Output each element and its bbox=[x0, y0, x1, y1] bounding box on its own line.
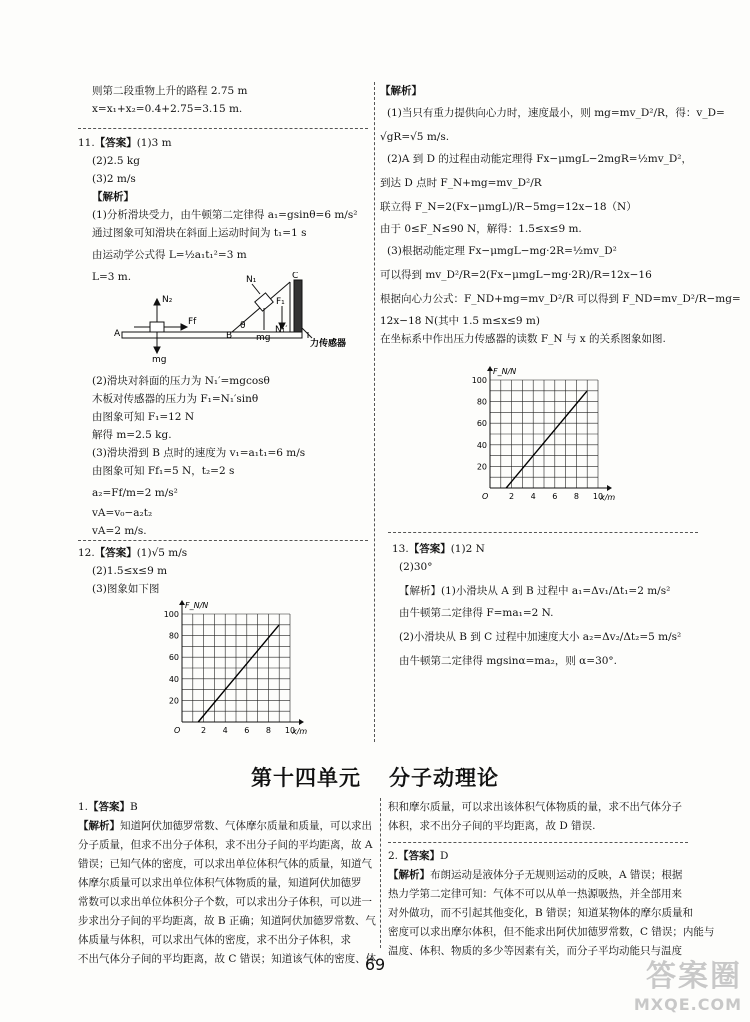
left-column bbox=[78, 82, 368, 118]
y-tick-label: 80 bbox=[476, 397, 487, 407]
divider bbox=[388, 842, 688, 843]
q1-line-8: 不出气体分子间的平均距离，故 C 错误；知道该气体的密度、体 bbox=[78, 953, 377, 965]
y-tick-label: 60 bbox=[168, 653, 179, 663]
right-step-6: 由于 0≤F_N≤90 N，解得：1.5≤x≤9 m. bbox=[380, 223, 582, 235]
q11-step2-1: (2)滑块对斜面的压力为 N₁′=mgcosθ bbox=[92, 375, 270, 387]
q11-step2-7: a₂=Ff/m=2 m/s² bbox=[92, 487, 178, 499]
series-line bbox=[506, 391, 587, 488]
watermark-logo bbox=[634, 951, 742, 1014]
intro-line-2: x=x₁+x₂=0.4+2.75=3.15 m. bbox=[92, 103, 243, 115]
diagram-label-N2: N₂ bbox=[162, 295, 173, 305]
right-step-3: (2)A 到 D 的过程由动能定理得 Fx−μmgL−2mgR=½mv_D²， bbox=[387, 153, 693, 165]
q1-line-6: 步求出分子间的平均距离，故 B 正确；知道阿伏加德罗常数、气 bbox=[78, 915, 376, 927]
y-tick-label: 40 bbox=[168, 674, 179, 684]
diagram-label-Ff: Ff bbox=[188, 317, 197, 327]
right-step-1: (1)当只有重力提供向心力时，速度最小，则 mg=mv_D²/R，得：v_D= bbox=[387, 107, 725, 119]
y-axis-label: F_N/N bbox=[493, 367, 517, 376]
q13-answer-tag: 【答案】 bbox=[408, 543, 451, 555]
origin-label: O bbox=[482, 492, 489, 501]
q11-step-4: L=3 m. bbox=[92, 271, 132, 283]
right-analysis-tag: 【解析】 bbox=[380, 85, 422, 97]
unit-title-name: 分子动理论 bbox=[389, 766, 499, 790]
y-tick-label: 60 bbox=[476, 419, 487, 429]
x-tick-label: 6 bbox=[552, 492, 558, 501]
q11-step2-3: 由图象可知 F₁=12 N bbox=[92, 411, 195, 423]
q1-line-5: 常数可以求出单位体积分子个数，可以求出分子体积，可以进一 bbox=[78, 896, 372, 908]
bottom-column-divider bbox=[380, 798, 381, 948]
q2-line-4: 密度可以求出摩尔体积，但不能求出阿伏加德罗常数，C 错误；内能与 bbox=[388, 926, 715, 938]
q13-line-3: 由牛顿第二定律得 F=ma₁=2 N. bbox=[399, 607, 554, 619]
q2-line-2: 热力学第二定律可知：气体不可以从单一热源吸热，并全部用来 bbox=[388, 888, 682, 900]
diagram-label-C: C bbox=[292, 272, 299, 281]
bottom-right-column bbox=[388, 798, 715, 961]
y-tick-label: 40 bbox=[476, 440, 487, 450]
q1-line-2: 分子质量，但求不出分子体积，求不出分子间的平均距离，故 A bbox=[78, 839, 373, 851]
x-tick-label: 8 bbox=[265, 726, 271, 735]
right-step-5: 联立得 F_N=2(Fx−μmgL)/R−5mg=12x−18（N） bbox=[380, 201, 637, 213]
q2-line-3: 对外做功，而不引起其他变化，B 错误；知道某物体的摩尔质量和 bbox=[388, 907, 694, 919]
x-axis-label: x/m bbox=[600, 493, 616, 502]
diagram-label-theta: θ bbox=[240, 321, 246, 331]
q11-step-1: (1)分析滑块受力，由牛顿第二定律得 a₁=gsinθ=6 m/s² bbox=[92, 209, 358, 221]
q13-number: 13. bbox=[392, 543, 409, 555]
q11-answer-3: (3)2 m/s bbox=[92, 173, 136, 185]
x-tick-label: 10 bbox=[284, 726, 296, 735]
q11-step2-2: 木板对传感器的压力为 F₁=N₁′sinθ bbox=[92, 393, 259, 405]
q1-line-3: 错误；已知气体的密度，可以求出单位体积气体的质量，知道气 bbox=[78, 858, 372, 870]
x-tick-label: 6 bbox=[244, 726, 250, 735]
q2-answer: D bbox=[440, 850, 449, 862]
question-13 bbox=[392, 540, 712, 670]
series-line bbox=[198, 625, 279, 722]
divider bbox=[388, 532, 698, 533]
right-step-4: 到达 D 点时 F_N+mg=mv_D²/R bbox=[380, 177, 542, 189]
q2-number: 2. bbox=[388, 850, 399, 862]
chart-fn-vs-x-left bbox=[160, 598, 310, 748]
diagram-label-F1: F₁ bbox=[276, 297, 285, 307]
x-tick-label: 4 bbox=[222, 726, 228, 735]
q11-answer-1: (1)3 m bbox=[136, 137, 172, 149]
unit-title-number: 第十四单元 bbox=[251, 766, 361, 790]
q1-answer-tag: 【答案】 bbox=[88, 801, 131, 813]
q11-step2-4: 解得 m=2.5 kg. bbox=[92, 429, 172, 441]
y-tick-label: 100 bbox=[163, 610, 179, 619]
watermark-url: MXQE.COM bbox=[633, 995, 742, 1014]
right-step-8: 可以得到 mv_D²/R=2(Fx−μmgL−mg·2R)/R=12x−16 bbox=[380, 269, 652, 281]
q2-analysis-tag: 【解析】 bbox=[388, 869, 430, 881]
x-tick-label: 4 bbox=[530, 492, 536, 501]
q11-step2-8: vA=v₀−a₂t₂ bbox=[92, 507, 153, 519]
q12-answer-1: (1)√5 m/s bbox=[136, 547, 188, 559]
q2-line-1: 布朗运动是液体分子无规则运动的反映，A 错误；根据 bbox=[430, 869, 683, 881]
q2-line-5: 温度、体积、物质的多少等因素有关，而分子平均动能只与温度 bbox=[388, 945, 682, 957]
y-tick-label: 20 bbox=[168, 696, 179, 706]
x-tick-label: 2 bbox=[201, 726, 207, 735]
q11-step2-5: (3)滑块滑到 B 点时的速度为 v₁=a₁t₁=6 m/s bbox=[92, 447, 306, 459]
q11-step-2: 通过图象可知滑块在斜面上运动时间为 t₁=1 s bbox=[92, 227, 307, 239]
q1-answer: B bbox=[130, 801, 138, 813]
block-a bbox=[150, 322, 164, 332]
q13-line-1: (2)30° bbox=[399, 561, 433, 573]
q13-line-5: 由牛顿第二定律得 mgsinα=ma₂，则 α=30°. bbox=[399, 655, 618, 667]
divider bbox=[78, 128, 368, 129]
q11-answer-2: (2)2.5 kg bbox=[92, 155, 140, 167]
q11-step-3: 由运动学公式得 L=½a₁t₁²=3 m bbox=[92, 249, 247, 261]
column-divider bbox=[374, 82, 375, 742]
bottom-left-column bbox=[78, 798, 377, 969]
x-tick-label: 2 bbox=[509, 492, 515, 501]
q12-answer-tag: 【答案】 bbox=[94, 547, 137, 559]
y-tick-label: 100 bbox=[471, 376, 487, 385]
q12-number: 12. bbox=[78, 547, 95, 559]
x-tick-label: 10 bbox=[592, 492, 604, 501]
diagram-label-sensor: 力传感器 bbox=[310, 339, 347, 349]
x-axis-arrow bbox=[299, 719, 304, 725]
right-step-10: 12x−18 N(其中 1.5 m≤x≤9 m) bbox=[380, 315, 540, 327]
diagram-label-B: B bbox=[226, 331, 233, 341]
q11-step2-9: vA=2 m/s. bbox=[92, 525, 147, 537]
sensor-block bbox=[294, 280, 302, 332]
question-11 bbox=[78, 134, 368, 286]
diagram-label-N1: N₁ bbox=[246, 275, 257, 285]
q13-line-2: 【解析】(1)小滑块从 A 到 B 过程中 a₁=Δv₁/Δt₁=2 m/s² bbox=[399, 585, 671, 597]
q11-analysis-tag: 【解析】 bbox=[92, 191, 134, 203]
q11-answer-tag: 【答案】 bbox=[94, 137, 137, 149]
q1-line-4: 体摩尔质量可以求出单位体积气体物质的量，知道阿伏加德罗 bbox=[78, 877, 362, 889]
chart-fn-vs-x-right bbox=[468, 364, 618, 514]
diagram-label-N1-prime: N₁′ bbox=[275, 325, 288, 335]
q11-step2-6: 由图象可知 Ff₁=5 N，t₂=2 s bbox=[92, 465, 235, 477]
question-12 bbox=[78, 544, 368, 598]
page-number: 69 bbox=[364, 955, 386, 974]
y-tick-label: 80 bbox=[168, 631, 179, 641]
q12-answer-2: (2)1.5≤x≤9 m bbox=[92, 565, 168, 577]
origin-label: O bbox=[174, 726, 181, 735]
right-column bbox=[380, 82, 741, 348]
diagram-label-A: A bbox=[114, 329, 121, 339]
q1-cont-line-1: 积和摩尔质量，可以求出该体积气体物质的量，求不出气体分子 bbox=[388, 801, 682, 813]
incline-diagram bbox=[112, 272, 372, 368]
q2-answer-tag: 【答案】 bbox=[398, 850, 441, 862]
q13-line-4: (2)小滑块从 B 到 C 过程中加速度大小 a₂=Δv₂/Δt₂=5 m/s² bbox=[399, 631, 682, 643]
q1-line-7: 体质量与体积，可以求出气体的密度，求不出分子体积，求 bbox=[78, 934, 351, 946]
right-step-11: 在坐标系中作出压力传感器的读数 F_N 与 x 的关系图象如图. bbox=[380, 333, 666, 345]
right-step-9: 根据向心力公式：F_ND+mg=mv_D²/R 可以得到 F_ND=mv_D²/R−mg= bbox=[380, 293, 741, 305]
x-axis-arrow bbox=[607, 485, 612, 491]
x-tick-label: 8 bbox=[573, 492, 579, 501]
diagram-label-mg-1: mg bbox=[152, 355, 167, 365]
x-axis-label: x/m bbox=[292, 727, 308, 736]
q1-analysis-tag: 【解析】 bbox=[78, 820, 120, 832]
y-tick-label: 20 bbox=[476, 462, 487, 472]
right-step-7: (3)根据动能定理 Fx−μmgL−mg·2R=½mv_D² bbox=[387, 245, 617, 257]
intro-line-1: 则第二段重物上升的路程 2.75 m bbox=[92, 85, 248, 97]
q1-line-1: 知道阿伏加德罗常数、气体摩尔质量和质量，可以求出 bbox=[120, 820, 372, 832]
q1-cont-line-2: 体积，求不出分子间的平均距离，故 D 错误. bbox=[388, 820, 596, 832]
right-step-2: √gR=√5 m/s. bbox=[380, 131, 450, 143]
question-11-continued bbox=[78, 372, 368, 540]
q11-number: 11. bbox=[78, 137, 95, 149]
q1-number: 1. bbox=[78, 801, 89, 813]
y-axis-label: F_N/N bbox=[185, 601, 209, 610]
unit-title bbox=[0, 762, 750, 792]
q13-answer-1: (1)2 N bbox=[450, 543, 485, 555]
divider bbox=[78, 540, 368, 541]
watermark-text: 答案圈 bbox=[646, 959, 742, 994]
q12-answer-3: (3)图象如下图 bbox=[92, 583, 160, 595]
diagram-label-mg-2: mg bbox=[256, 333, 271, 343]
